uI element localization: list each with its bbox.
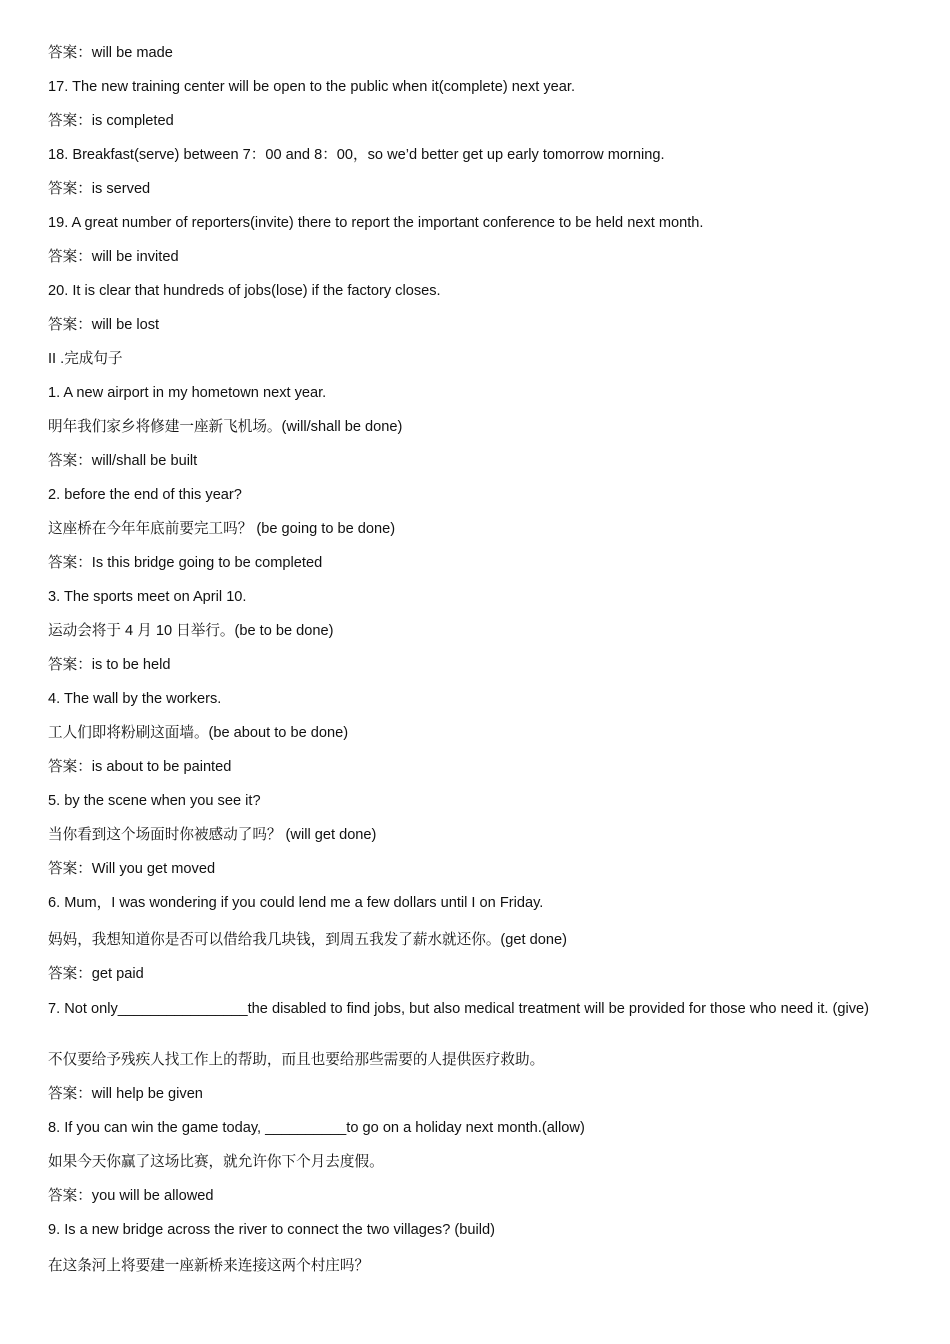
answer-line: 答案：is served	[48, 181, 151, 197]
answer-line: 答案：Will you get moved	[48, 861, 216, 877]
sentence-6: 6. Mum，I was wondering if you could lend me a few dollars until I on Friday.	[48, 895, 544, 911]
sentence-7: 7. Not only________________the disabled to find jobs, but also medical treatment will be provided for those who need it. (give)	[48, 1001, 870, 1017]
sentence-5: 5. by the scene when you see it?	[48, 793, 261, 809]
translation-line: 如果今天你赢了这场比赛，就允许你下个月去度假。	[48, 1154, 384, 1170]
translation-line: 明年我们家乡将修建一座新飞机场。(will/shall be done)	[48, 419, 403, 435]
question-18: 18. Breakfast(serve) between 7：00 and 8：00，so we’d better get up early tomorrow morning.	[48, 147, 665, 163]
answer-line: 答案：will help be given	[48, 1086, 203, 1102]
translation-line: 当你看到这个场面时你被感动了吗？ (will get done)	[48, 827, 377, 843]
translation-line: 这座桥在今年年底前要完工吗？ (be going to be done)	[48, 521, 396, 537]
question-17: 17. The new training center will be open to the public when it(complete) next year.	[48, 79, 576, 95]
answer-line: 答案：get paid	[48, 966, 144, 982]
sentence-4: 4. The wall by the workers.	[48, 691, 222, 707]
sentence-8: 8. If you can win the game today, __________to go on a holiday next month.(allow)	[48, 1120, 585, 1136]
translation-line: 运动会将于 4 月 10 日举行。(be to be done)	[48, 623, 334, 639]
sentence-9: 9. Is a new bridge across the river to connect the two villages? (build)	[48, 1222, 495, 1238]
translation-line: 不仅要给予残疾人找工作上的帮助，而且也要给那些需要的人提供医疗救助。	[48, 1052, 545, 1068]
answer-line: 答案：will be made	[48, 45, 173, 61]
sentence-3: 3. The sports meet on April 10.	[48, 589, 247, 605]
question-19: 19. A great number of reporters(invite) there to report the important conference to be held next month.	[48, 215, 704, 231]
answer-line: 答案：you will be allowed	[48, 1188, 214, 1204]
answer-line: 答案：will/shall be built	[48, 453, 198, 469]
answer-line: 答案：is to be held	[48, 657, 171, 673]
question-20: 20. It is clear that hundreds of jobs(lose) if the factory closes.	[48, 283, 441, 299]
answer-line: 答案：Is this bridge going to be completed	[48, 555, 323, 571]
section-heading: II .完成句子	[48, 351, 123, 367]
answer-line: 答案：is about to be painted	[48, 759, 232, 775]
answer-line: 答案：will be invited	[48, 249, 179, 265]
answer-line: 答案：will be lost	[48, 317, 160, 333]
translation-line: 妈妈，我想知道你是否可以借给我几块钱，到周五我发了薪水就还你。(get done)	[48, 932, 567, 948]
sentence-2: 2. before the end of this year?	[48, 487, 242, 503]
sentence-1: 1. A new airport in my hometown next year.	[48, 385, 327, 401]
answer-line: 答案：is completed	[48, 113, 174, 129]
translation-line: 工人们即将粉刷这面墙。(be about to be done)	[48, 725, 349, 741]
translation-line: 在这条河上将要建一座新桥来连接这两个村庄吗？	[48, 1258, 370, 1274]
